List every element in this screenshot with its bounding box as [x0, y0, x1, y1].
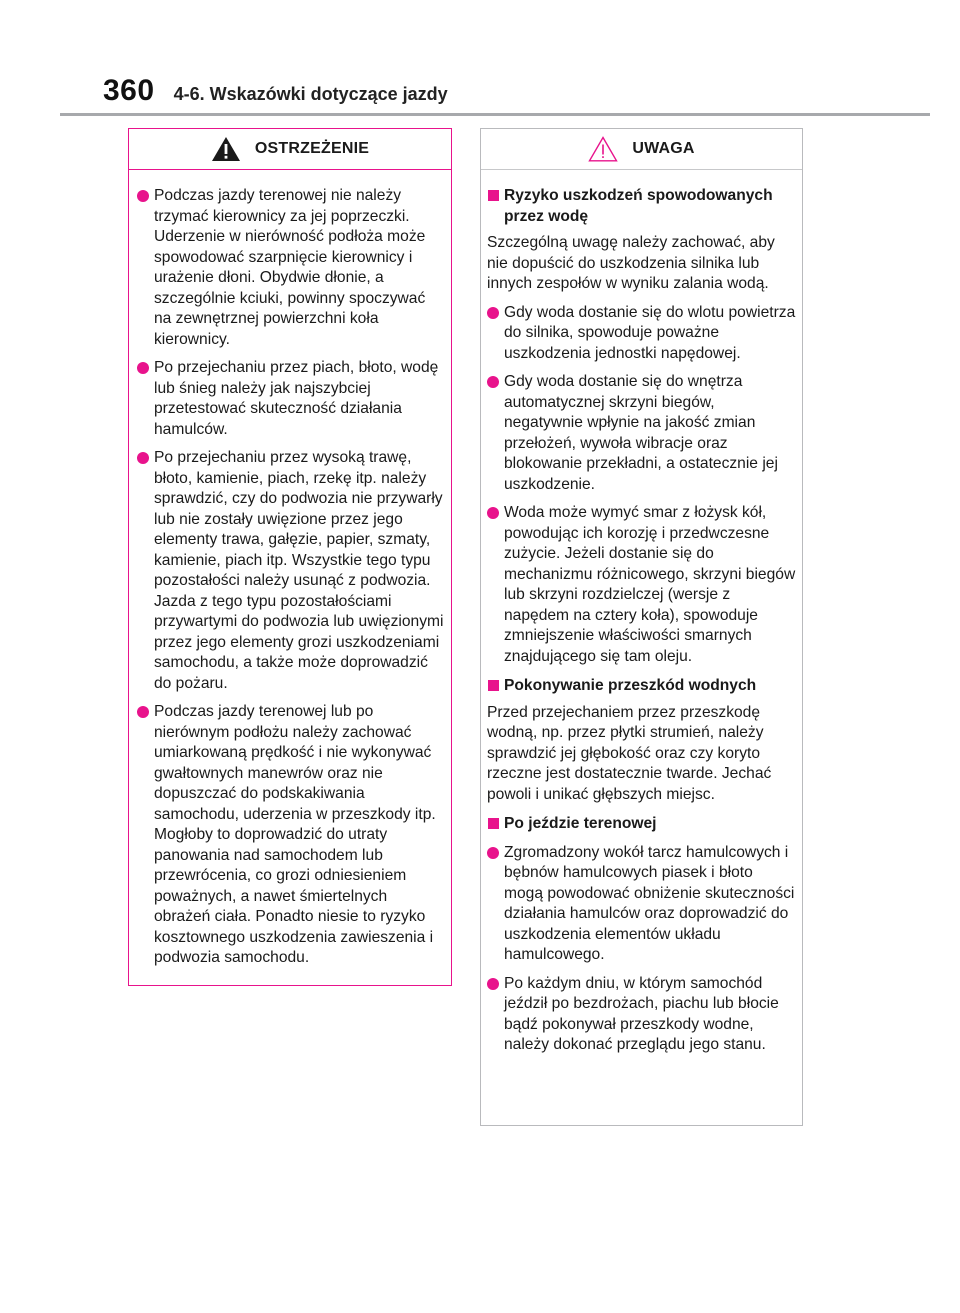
bullet-dot-icon [137, 706, 149, 718]
list-item [487, 372, 796, 495]
section-square-icon [488, 190, 499, 201]
section-square-icon [488, 818, 499, 829]
warning-triangle-icon [211, 136, 241, 162]
notice-header [481, 129, 802, 170]
section-heading-text: Po jeździe terenowej [504, 815, 657, 832]
warning-body [129, 170, 451, 969]
bullet-dot-icon [487, 978, 499, 990]
notice-title: UWAGA [632, 140, 695, 157]
list-item [487, 974, 796, 1056]
page-header [103, 74, 448, 108]
list-item-text: Gdy woda dostanie się do wlotu powietrza do silnika, spowoduje poważne uszkodzenia jednostki napędowej. [504, 303, 796, 362]
bullet-dot-icon [487, 847, 499, 859]
paragraph: Szczególną uwagę należy zachować, aby nie dopuścić do uszkodzenia silnika lub innych zespołów w wyniku zalania wodą. [487, 234, 775, 292]
list-item-text: Gdy woda dostanie się do wnętrza automatycznej skrzyni biegów, negatywnie wpłynie na jakość zmian przełożeń, wywoła wibracje oraz blokowanie przekładni, a ostatecznie jej uszkodzenie. [504, 373, 778, 493]
list-item [137, 702, 444, 969]
bullet-dot-icon [487, 307, 499, 319]
section-square-icon [488, 680, 499, 691]
notice-box [480, 128, 803, 1126]
list-item [487, 303, 796, 365]
list-item-text: Podczas jazdy terenowej nie należy trzymać kierownicy za jej poprzeczki. Uderzenie w nierówność podłoża może spowodować szarpnięcie kierownicy i urażenie dłoni. Obydwie dłonie, a szczególnie kciuki, powinny spoczywać na zewnętrznej powierzchni koła kierownicy. [154, 187, 426, 348]
list-item-text: Po każdym dniu, w którym samochód jeździł po bezdrożach, piachu lub błocie bądź pokonywał przeszkody wodne, należy dokonać przeglądu jego stanu. [504, 974, 779, 1053]
list-item [487, 843, 796, 966]
list-item [137, 358, 444, 440]
list-item [137, 186, 444, 350]
bullet-dot-icon [137, 190, 149, 202]
warning-title: OSTRZEŻENIE [254, 140, 370, 157]
bullet-dot-icon [137, 452, 149, 464]
bullet-dot-icon [487, 376, 499, 388]
list-item-text: Woda może wymyć smar z łożysk kół, powodując ich korozję i przedwczesne zużycie. Jeżeli dostanie się do mechanizmu różnicowego, skrzyni biegów lub skrzyni rozdzielczej (wersje z napędem na cztery koła), spowoduje zmniejszenie właściwości smarnych znajdującego się tam oleju. [504, 504, 796, 665]
section-heading [487, 186, 796, 227]
list-item [137, 448, 444, 694]
notice-body [481, 170, 802, 1056]
bullet-dot-icon [137, 362, 149, 374]
page-number: 360 [103, 74, 155, 107]
list-item-text: Zgromadzony wokół tarcz hamulcowych i bębnów hamulcowych piasek i błoto mogą powodować obniżenie skuteczności działania hamulców oraz doprowadzić do uszkodzenia elementów układu hamulcowego. [504, 843, 795, 963]
section-heading [487, 676, 796, 697]
section-heading-text: Pokonywanie przeszkód wodnych [504, 677, 757, 694]
list-item-text: Podczas jazdy terenowej lub po nierównym podłożu należy zachować umiarkowaną prędkość i nie wykonywać gwałtownych manewrów oraz nie dopuszczać do podskakiwania samochodu, uderzenia w przeszkody itp. Mogłoby to doprowadzić do utraty panowania nad samochodem lub przewrócenia, co grozi odniesieniem poważnych, a nawet śmiertelnych obrażeń ciała. Ponadto niesie to ryzyko kosztownego uszkodzenia zawieszenia i podwozia samochodu. [154, 703, 436, 966]
warning-header [129, 129, 451, 170]
list-item-text: Po przejechaniu przez piach, błoto, wodę lub śnieg należy jak najszybciej przetestować skuteczność działania hamulców. [154, 359, 439, 438]
list-item-text: Po przejechaniu przez wysoką trawę, błoto, kamienie, piach, rzekę itp. należy sprawdzić, czy do podwozia nie przywarły lub nie zostały uwięzione przez jego elementy trawa, gałęzie, papier, szmaty, kamienie, piach itp. Wszystkie tego typu pozostałości należy usunąć z podwozia. Jazda z tego typu pozostałościami przywartymi do podwozia lub uwięzionymi przez jego elementy grozi uszkodzeniami samochodu, a także może doprowadzić do pożaru. [154, 449, 444, 692]
caution-triangle-icon [588, 136, 618, 162]
section-heading-text: Ryzyko uszkodzeń spowodowanych przez wodę [504, 187, 773, 225]
section-title: 4-6. Wskazówki dotyczące jazdy [173, 84, 448, 104]
header-rule [60, 113, 930, 116]
list-item [487, 503, 796, 667]
warning-box [128, 128, 452, 986]
bullet-dot-icon [487, 507, 499, 519]
section-heading [487, 814, 796, 835]
paragraph: Przed przejechaniem przez przeszkodę wodną, np. przez płytki strumień, należy sprawdzić jej głębokość oraz czy koryto rzeczne jest dostatecznie twarde. Jechać powoli i unikać głębszych miejsc. [487, 703, 772, 803]
